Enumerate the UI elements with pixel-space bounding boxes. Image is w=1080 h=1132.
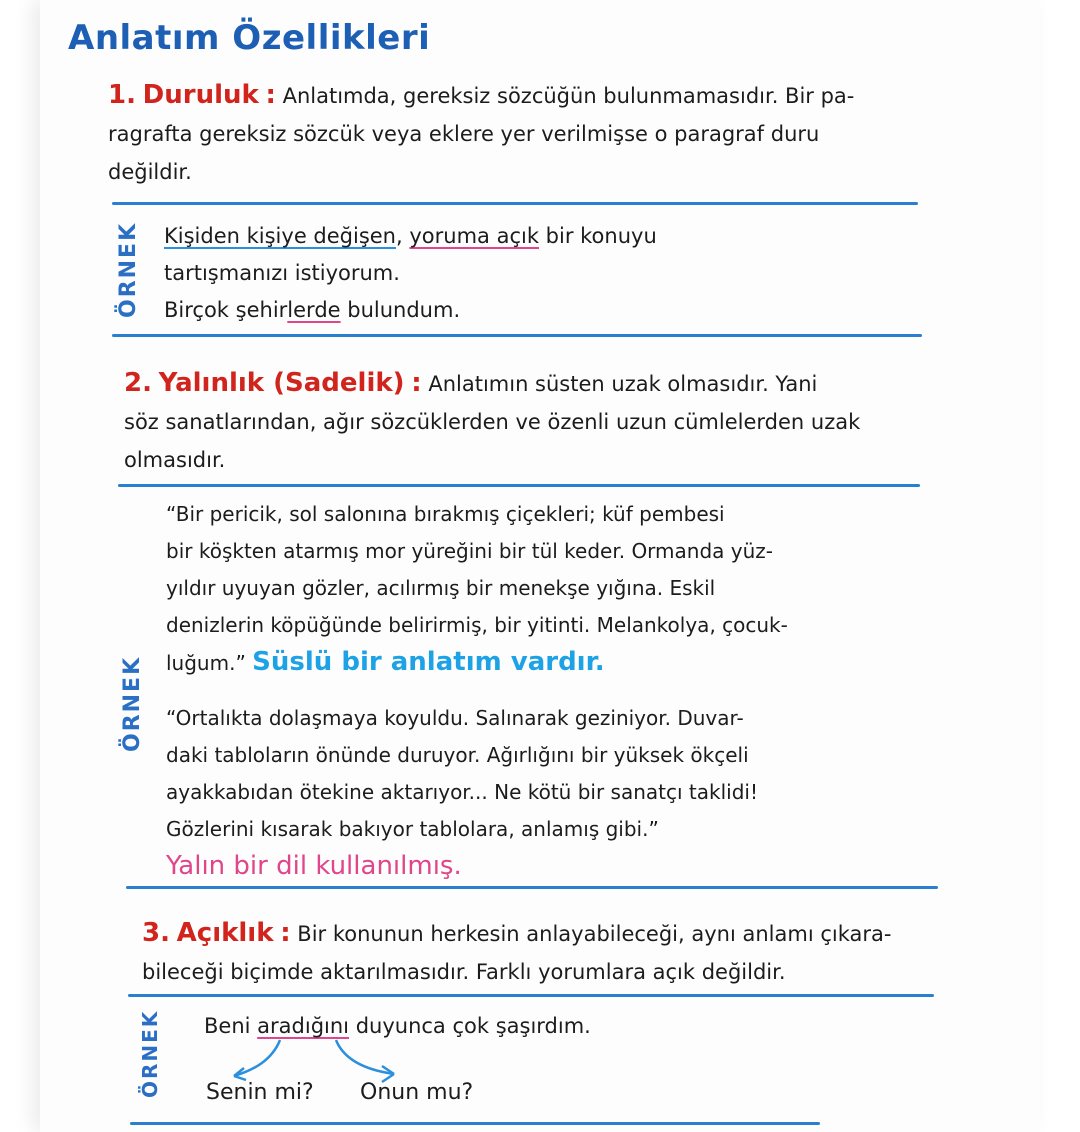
example-label: ÖRNEK	[120, 655, 145, 752]
section-term: Açıklık	[176, 918, 274, 948]
example-text: bulundum.	[340, 298, 461, 322]
section-term: Duruluk	[142, 80, 259, 110]
section-number: 1.	[108, 80, 136, 110]
section-colon: :	[265, 80, 276, 110]
quote-line: daki tabloların önünde duruyor. Ağırlığını bir yüksek ökçeli	[166, 743, 749, 767]
quote-line: ayakkabıdan ötekine aktarıyor... Ne kötü bir sanatçı taklidi!	[166, 780, 758, 804]
example-text: Beni	[204, 1014, 258, 1038]
answer-senin: Senin mi?	[206, 1080, 314, 1105]
quote-line: bir köşkten atarmış mor yüreğini bir tül keder. Ormanda yüz-	[166, 539, 774, 563]
answer-onun: Onun mu?	[360, 1080, 474, 1105]
underlined-suffix: lerde	[287, 298, 341, 322]
quote-line: denizlerin köpüğünde belirirmiş, bir yitinti. Melankolya, çocuk-	[166, 613, 788, 637]
definition-line: Anlatımın süsten uzak olmasıdır. Yani	[428, 372, 818, 396]
ambiguous-word: aradığını	[257, 1014, 350, 1038]
section-divider	[112, 202, 918, 205]
example-yalinlik	[166, 496, 936, 886]
example-label: ÖRNEK	[116, 221, 141, 318]
section-aciklik	[142, 914, 932, 991]
note-suslu: Süslü bir anlatım vardır.	[252, 647, 605, 677]
section-number: 2.	[124, 368, 152, 398]
quote-line: “Bir pericik, sol salonına bırakmış çiçekleri; küf pembesi	[166, 502, 725, 526]
section-number: 3.	[142, 918, 170, 948]
underlined-phrase: Kişiden kişiye değişen	[164, 224, 396, 248]
definition-line: olmasıdır.	[124, 448, 226, 472]
section-term: Yalınlık (Sadelik)	[158, 368, 405, 398]
definition-line: bileceği biçimde aktarılmasıdır. Farklı yorumlara açık değildir.	[142, 960, 786, 984]
definition-line: değildir.	[108, 160, 192, 184]
section-divider	[112, 334, 922, 337]
definition-line: Bir konunun herkesin anlayabileceği, aynı anlamı çıkara-	[297, 922, 892, 946]
section-duruluk	[108, 76, 928, 191]
example-text: ,	[396, 224, 410, 248]
example-text: duyunca çok şaşırdım.	[349, 1014, 591, 1038]
section-divider	[118, 484, 920, 487]
section-colon: :	[411, 368, 422, 398]
section-divider	[130, 1122, 820, 1125]
example-label: ÖRNEK	[138, 1009, 162, 1098]
page-title: Anlatım Özellikleri	[68, 18, 431, 58]
section-yalinlik	[124, 364, 914, 479]
definition-line: Anlatımda, gereksiz sözcüğün bulunmamasıdır. Bir pa-	[282, 84, 855, 108]
section-divider	[128, 994, 934, 997]
example-text: tartışmanızı istiyorum.	[164, 261, 400, 285]
example-text: Birçok şehir	[164, 298, 288, 322]
example-duruluk	[164, 218, 924, 329]
quote-line: Gözlerini kısarak bakıyor tablolara, anlamış gibi.”	[166, 817, 659, 841]
section-colon: :	[280, 918, 291, 948]
quote-line: “Ortalıkta dolaşmaya koyuldu. Salınarak geziniyor. Duvar-	[166, 706, 744, 730]
definition-line: ragrafta gereksiz sözcük veya eklere yer verilmişse o paragraf duru	[108, 122, 820, 146]
section-divider	[126, 886, 938, 889]
quote-line: yıldır uyuyan gözler, acılırmış bir menekşe yığına. Eskil	[166, 576, 716, 600]
underlined-phrase: yoruma açık	[409, 224, 539, 248]
example-text: bir konuyu	[539, 224, 657, 248]
definition-line: söz sanatlarından, ağır sözcüklerden ve özenli uzun cümlelerden uzak	[124, 410, 861, 434]
quote-line: luğum.”	[166, 651, 246, 675]
note-yalin: Yalın bir dil kullanılmış.	[166, 851, 462, 881]
